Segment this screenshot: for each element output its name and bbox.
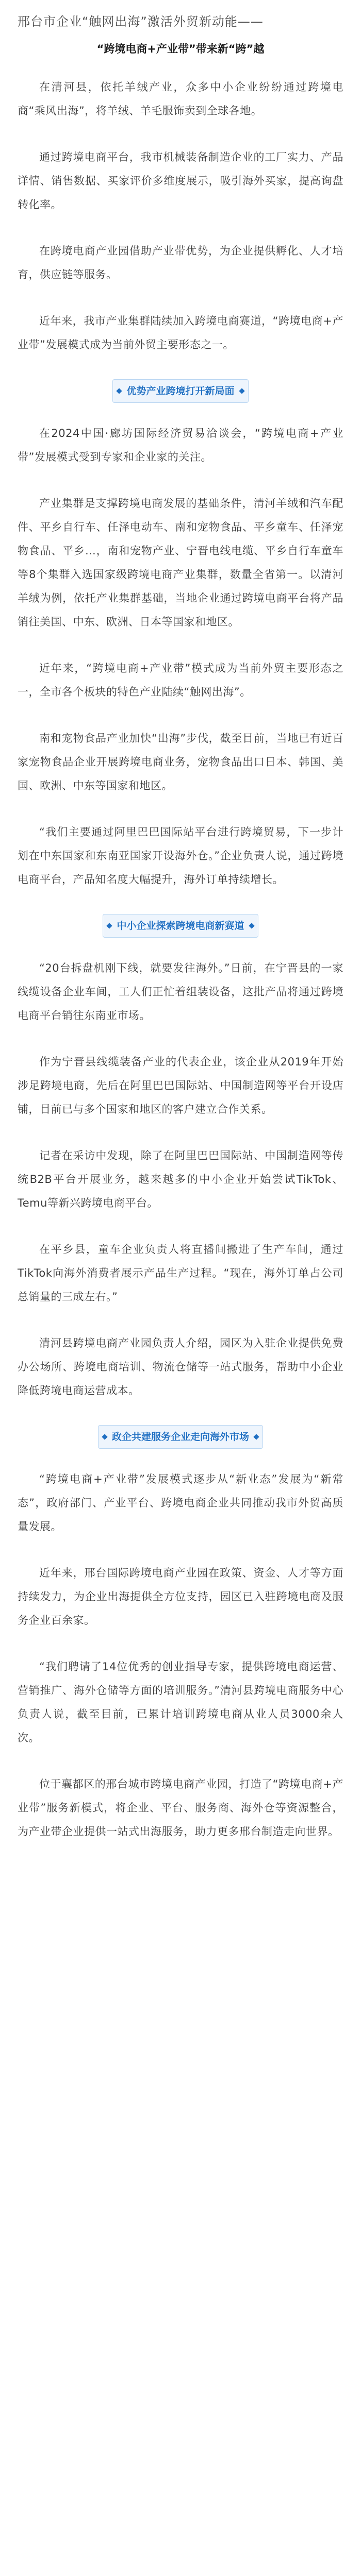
article-body	[18, 75, 343, 1843]
article-paragraph: 在2024中国·廊坊国际经济贸易洽谈会，“跨境电商+产业带”发展模式受到专家和企业家的关注。	[18, 427, 343, 463]
article-paragraph: “我们聘请了14位优秀的创业指导专家，提供跨境电商运营、营销推广、海外仓储等方面的培训服务。”清河县跨境电商服务中心负责人说，截至目前，已累计培训跨境电商从业人员3000余人次。	[18, 1660, 343, 1744]
section-heading-label: 政企共建服务企业走向海外市场	[98, 1425, 263, 1449]
section-heading-label: 中小企业探索跨境电商新赛道	[103, 914, 258, 938]
article-paragraph: 在跨境电商产业园借助产业带优势，为企业提供孵化、人才培育，供应链等服务。	[18, 245, 343, 281]
article-paragraph: 南和宠物食品产业加快“出海”步伐，截至目前，当地已有近百家宠物食品企业开展跨境电商业务，宠物食品出口日本、韩国、美国、欧洲、中东等国家和地区。	[18, 732, 343, 792]
article-paragraph: 作为宁晋县线缆装备产业的代表企业，该企业从2019年开始涉足跨境电商，先后在阿里巴巴国际站、中国制造网等平台开设店铺，目前已与多个国家和地区的客户建立合作关系。	[18, 1056, 343, 1115]
section-heading	[18, 379, 343, 403]
article-paragraph: 清河县跨境电商产业园负责人介绍，园区为入驻企业提供免费办公场所、跨境电商培训、物流仓储等一站式服务，帮助中小企业降低跨境电商运营成本。	[18, 1337, 343, 1397]
article-paragraph: “我们主要通过阿里巴巴国际站平台进行跨境贸易，下一步计划在中东国家和东南亚国家开设海外仓。”企业负责人说，通过跨境电商平台，产品知名度大幅提升，海外订单持续增长。	[18, 826, 343, 886]
article-paragraph: 近年来，“跨境电商+产业带”模式成为当前外贸主要形态之一，全市各个板块的特色产业陆续“触网出海”。	[18, 662, 343, 698]
section-heading-label: 优势产业跨境打开新局面	[112, 379, 248, 403]
article-paragraph: 记者在采访中发现，除了在阿里巴巴国际站、中国制造网等传统B2B平台开展业务，越来越多的中小企业开始尝试TikTok、Temu等新兴跨境电商平台。	[18, 1149, 343, 1209]
article-paragraph: 在清河县，依托羊绒产业，众多中小企业纷纷通过跨境电商“乘风出海”，将羊绒、羊毛服饰卖到全球各地。	[18, 81, 343, 117]
section-heading	[18, 1425, 343, 1449]
article-paragraph: 近年来，邢台国际跨境电商产业园在政策、资金、人才等方面持续发力，为企业出海提供全方位支持，园区已入驻跨境电商及服务企业百余家。	[18, 1567, 343, 1626]
article-paragraph: 近年来，我市产业集群陆续加入跨境电商赛道，“跨境电商+产业带”发展模式成为当前外贸主要形态之一。	[18, 315, 343, 351]
article-subtitle: “跨境电商+产业带”带来新“跨”越	[96, 43, 265, 55]
section-heading	[18, 914, 343, 938]
article-title: 邢台市企业“触网出海”激活外贸新动能——	[18, 14, 264, 29]
article-paragraph: 通过跨境电商平台，我市机械装备制造企业的工厂实力、产品详情、销售数据、买家评价多维度展示，吸引海外买家，提高询盘转化率。	[18, 151, 343, 211]
article-paragraph: “20台拆盘机刚下线，就要发往海外。”日前，在宁晋县的一家线缆设备企业车间，工人们正忙着组装设备，这批产品将通过跨境电商平台销往东南亚市场。	[18, 962, 343, 1022]
article-paragraph: 在平乡县，童车企业负责人将直播间搬进了生产车间，通过TikTok向海外消费者展示产品生产过程。“现在，海外订单占公司总销量的三成左右。”	[18, 1243, 343, 1303]
article-paragraph: 位于襄都区的邢台城市跨境电商产业园，打造了“跨境电商+产业带”服务新模式，将企业、平台、服务商、海外仓等资源整合，为产业带企业提供一站式出海服务，助力更多邢台制造走向世界。	[18, 1778, 343, 1838]
article-paragraph: “跨境电商+产业带”发展模式逐步从“新业态”发展为“新常态”，政府部门、产业平台、跨境电商企业共同推动我市外贸高质量发展。	[18, 1473, 343, 1533]
article-paragraph: 产业集群是支撑跨境电商发展的基础条件，清河羊绒和汽车配件、平乡自行车、任泽电动车、南和宠物食品、平乡童车、任泽宠物食品、平乡…，南和宠物产业、宁晋电线电缆、平乡自行车童车等8个集群入选国家级跨境电商产业集群，数量全省第一。以清河羊绒为例，依托产业集群基础，当地企业通过跨境电商平台将产品销往美国、中东、欧洲、日本等国家和地区。	[18, 497, 343, 628]
